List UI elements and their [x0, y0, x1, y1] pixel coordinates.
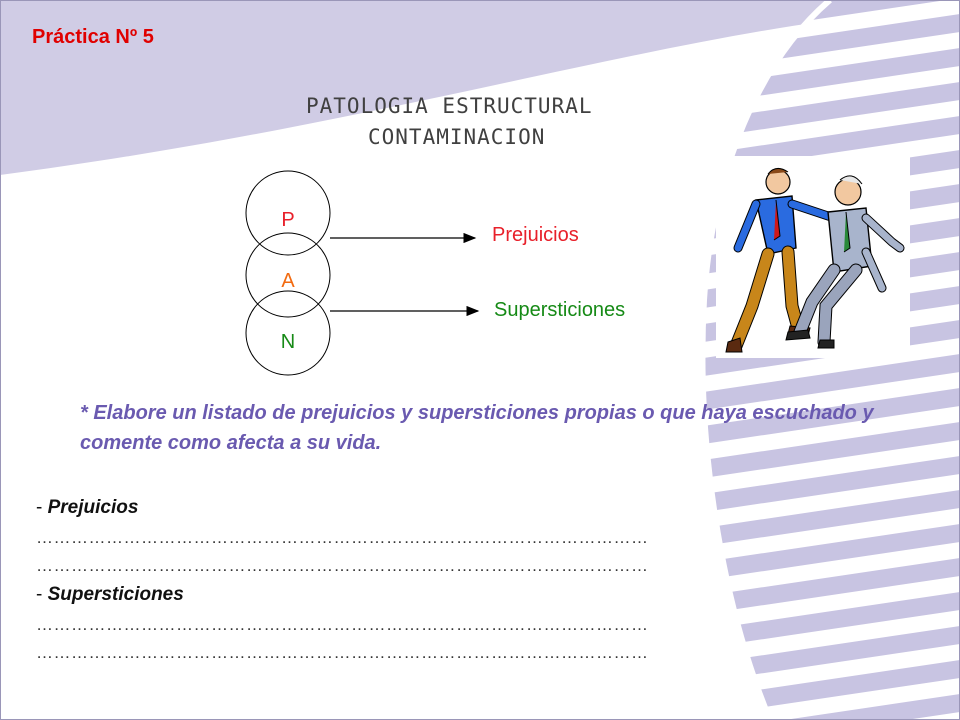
dash: - — [36, 497, 48, 518]
label-supersticiones: Supersticiones — [494, 299, 626, 321]
practice-title: Práctica Nº 5 — [32, 26, 154, 48]
supersticiones-heading-row — [36, 584, 184, 606]
title-line-2: CONTAMINACION — [368, 125, 546, 149]
title-line-1: PATOLOGIA ESTRUCTURAL — [306, 94, 593, 118]
supersticiones-heading: Supersticiones — [47, 584, 184, 605]
answer-line-supersticiones-2[interactable]: …………………………………………………………………………………………… — [36, 643, 649, 662]
prejuicios-heading-row — [36, 497, 138, 519]
circle-letter-a: A — [281, 270, 295, 292]
circle-letter-p: P — [281, 209, 295, 231]
answer-line-prejuicios-1[interactable]: …………………………………………………………………………………………… — [36, 528, 649, 547]
fighting-men-icon — [716, 156, 910, 358]
circle-letter-n: N — [280, 331, 296, 353]
label-prejuicios: Prejuicios — [492, 224, 579, 246]
answer-line-supersticiones-1[interactable]: …………………………………………………………………………………………… — [36, 615, 649, 634]
prejuicios-heading: Prejuicios — [47, 497, 139, 518]
two-men-fighting-illustration — [716, 156, 910, 358]
dash: - — [36, 584, 48, 605]
instructions-text: * Elabore un listado de prejuicios y supersticiones propias o que haya escuchado y comente como afecta a su vida. — [80, 402, 874, 454]
answer-line-prejuicios-2[interactable]: …………………………………………………………………………………………… — [36, 556, 649, 575]
